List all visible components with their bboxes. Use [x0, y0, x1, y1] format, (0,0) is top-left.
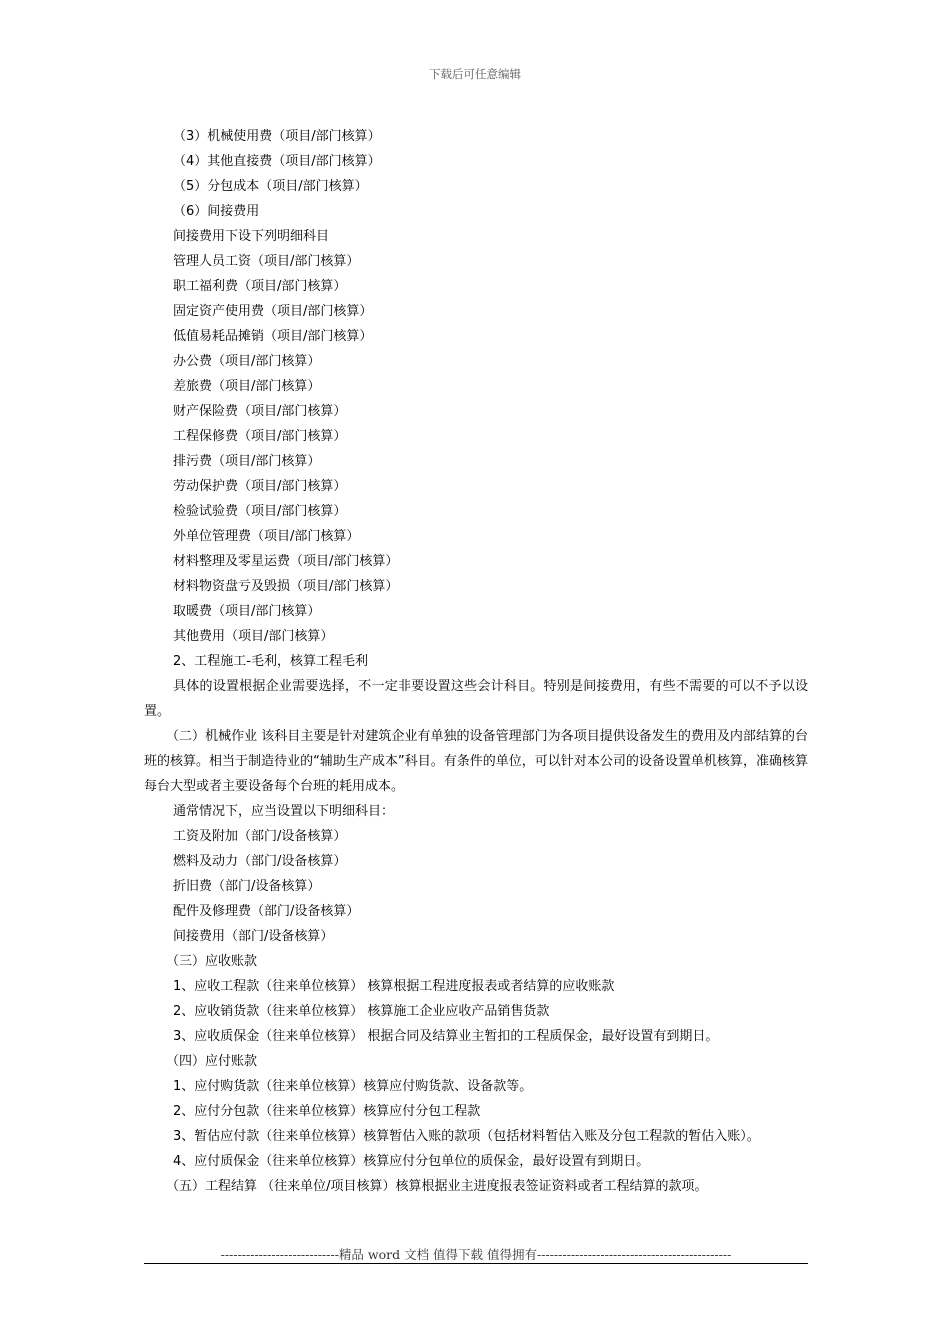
page-footer: ----------------------------精品 word 文档 值得下载 值得拥有----------------------------------------------	[220, 1247, 732, 1262]
text-line: 4、应付质保金（往来单位核算）核算应付分包单位的质保金，最好设置有到期日。	[173, 1154, 650, 1169]
text-line: 2、应付分包款（往来单位核算）核算应付分包工程款	[173, 1104, 481, 1119]
text-line: 燃料及动力（部门/设备核算）	[173, 854, 347, 869]
text-line: 劳动保护费（项目/部门核算）	[173, 479, 347, 494]
text-line: 材料物资盘亏及毁损（项目/部门核算）	[173, 579, 399, 594]
text-line: 其他费用（项目/部门核算）	[173, 629, 334, 644]
text-line: 间接费用（部门/设备核算）	[173, 929, 334, 944]
footer-divider	[144, 1263, 808, 1264]
text-line: 职工福利费（项目/部门核算）	[173, 279, 347, 294]
text-line: 工资及附加（部门/设备核算）	[173, 829, 347, 844]
page-header: 下载后可任意编辑	[429, 67, 521, 81]
text-line: 1、应收工程款（往来单位核算） 核算根据工程进度报表或者结算的应收账款	[173, 979, 615, 994]
text-line: （3）机械使用费（项目/部门核算）	[173, 129, 381, 144]
text-line: 材料整理及零星运费（项目/部门核算）	[173, 554, 399, 569]
text-line: 差旅费（项目/部门核算）	[173, 379, 321, 394]
text-line: 外单位管理费（项目/部门核算）	[173, 529, 360, 544]
section-heading: （四）应付账款	[166, 1054, 258, 1069]
text-line: （4）其他直接费（项目/部门核算）	[173, 154, 381, 169]
text-line: （6）间接费用	[173, 204, 260, 219]
text-line: 2、应收销货款（往来单位核算） 核算施工企业应收产品销售货款	[173, 1004, 550, 1019]
text-paragraph: 具体的设置根据企业需要选择，不一定非要设置这些会计科目。特别是间接费用，有些不需要的可以不予以设置。	[144, 679, 808, 719]
text-line: 配件及修理费（部门/设备核算）	[173, 904, 360, 919]
text-line: 财产保险费（项目/部门核算）	[173, 404, 347, 419]
section-heading: （三）应收账款	[166, 954, 258, 969]
text-line: 1、应付购货款（往来单位核算）核算应付购货款、设备款等。	[173, 1079, 533, 1094]
text-line: 2、工程施工-毛利，核算工程毛利	[173, 654, 368, 669]
text-line: 折旧费（部门/设备核算）	[173, 879, 321, 894]
text-line: 检验试验费（项目/部门核算）	[173, 504, 347, 519]
text-line: 办公费（项目/部门核算）	[173, 354, 321, 369]
document-body	[144, 124, 808, 1199]
text-line: 管理人员工资（项目/部门核算）	[173, 254, 360, 269]
text-paragraph: （二）机械作业 该科目主要是针对建筑企业有单独的设备管理部门为各项目提供设备发生的费用及内部结算的台班的核算。相当于制造待业的“辅助生产成本”科目。有条件的单位，可以针对本公司的设备设置单机核算，准确核算每台大型或者主要设备每个台班的耗用成本。	[144, 729, 808, 794]
text-line: 固定资产使用费（项目/部门核算）	[173, 304, 373, 319]
text-line: 排污费（项目/部门核算）	[173, 454, 321, 469]
text-paragraph: 3、暂估应付款（往来单位核算）核算暂估入账的款项（包括材料暂估入账及分包工程款的暂估入账）。	[173, 1129, 760, 1144]
text-line: 低值易耗品摊销（项目/部门核算）	[173, 329, 373, 344]
text-line: 取暖费（项目/部门核算）	[173, 604, 321, 619]
text-line: 3、应收质保金（往来单位核算） 根据合同及结算业主暂扣的工程质保金，最好设置有到期日。	[173, 1029, 719, 1044]
section-heading: （五）工程结算 （往来单位/项目核算）核算根据业主进度报表签证资料或者工程结算的款项。	[166, 1179, 708, 1194]
text-line: 通常情况下，应当设置以下明细科目：	[173, 804, 395, 819]
text-line: 工程保修费（项目/部门核算）	[173, 429, 347, 444]
text-line: 间接费用下设下列明细科目	[173, 229, 330, 244]
text-line: （5）分包成本（项目/部门核算）	[173, 179, 368, 194]
